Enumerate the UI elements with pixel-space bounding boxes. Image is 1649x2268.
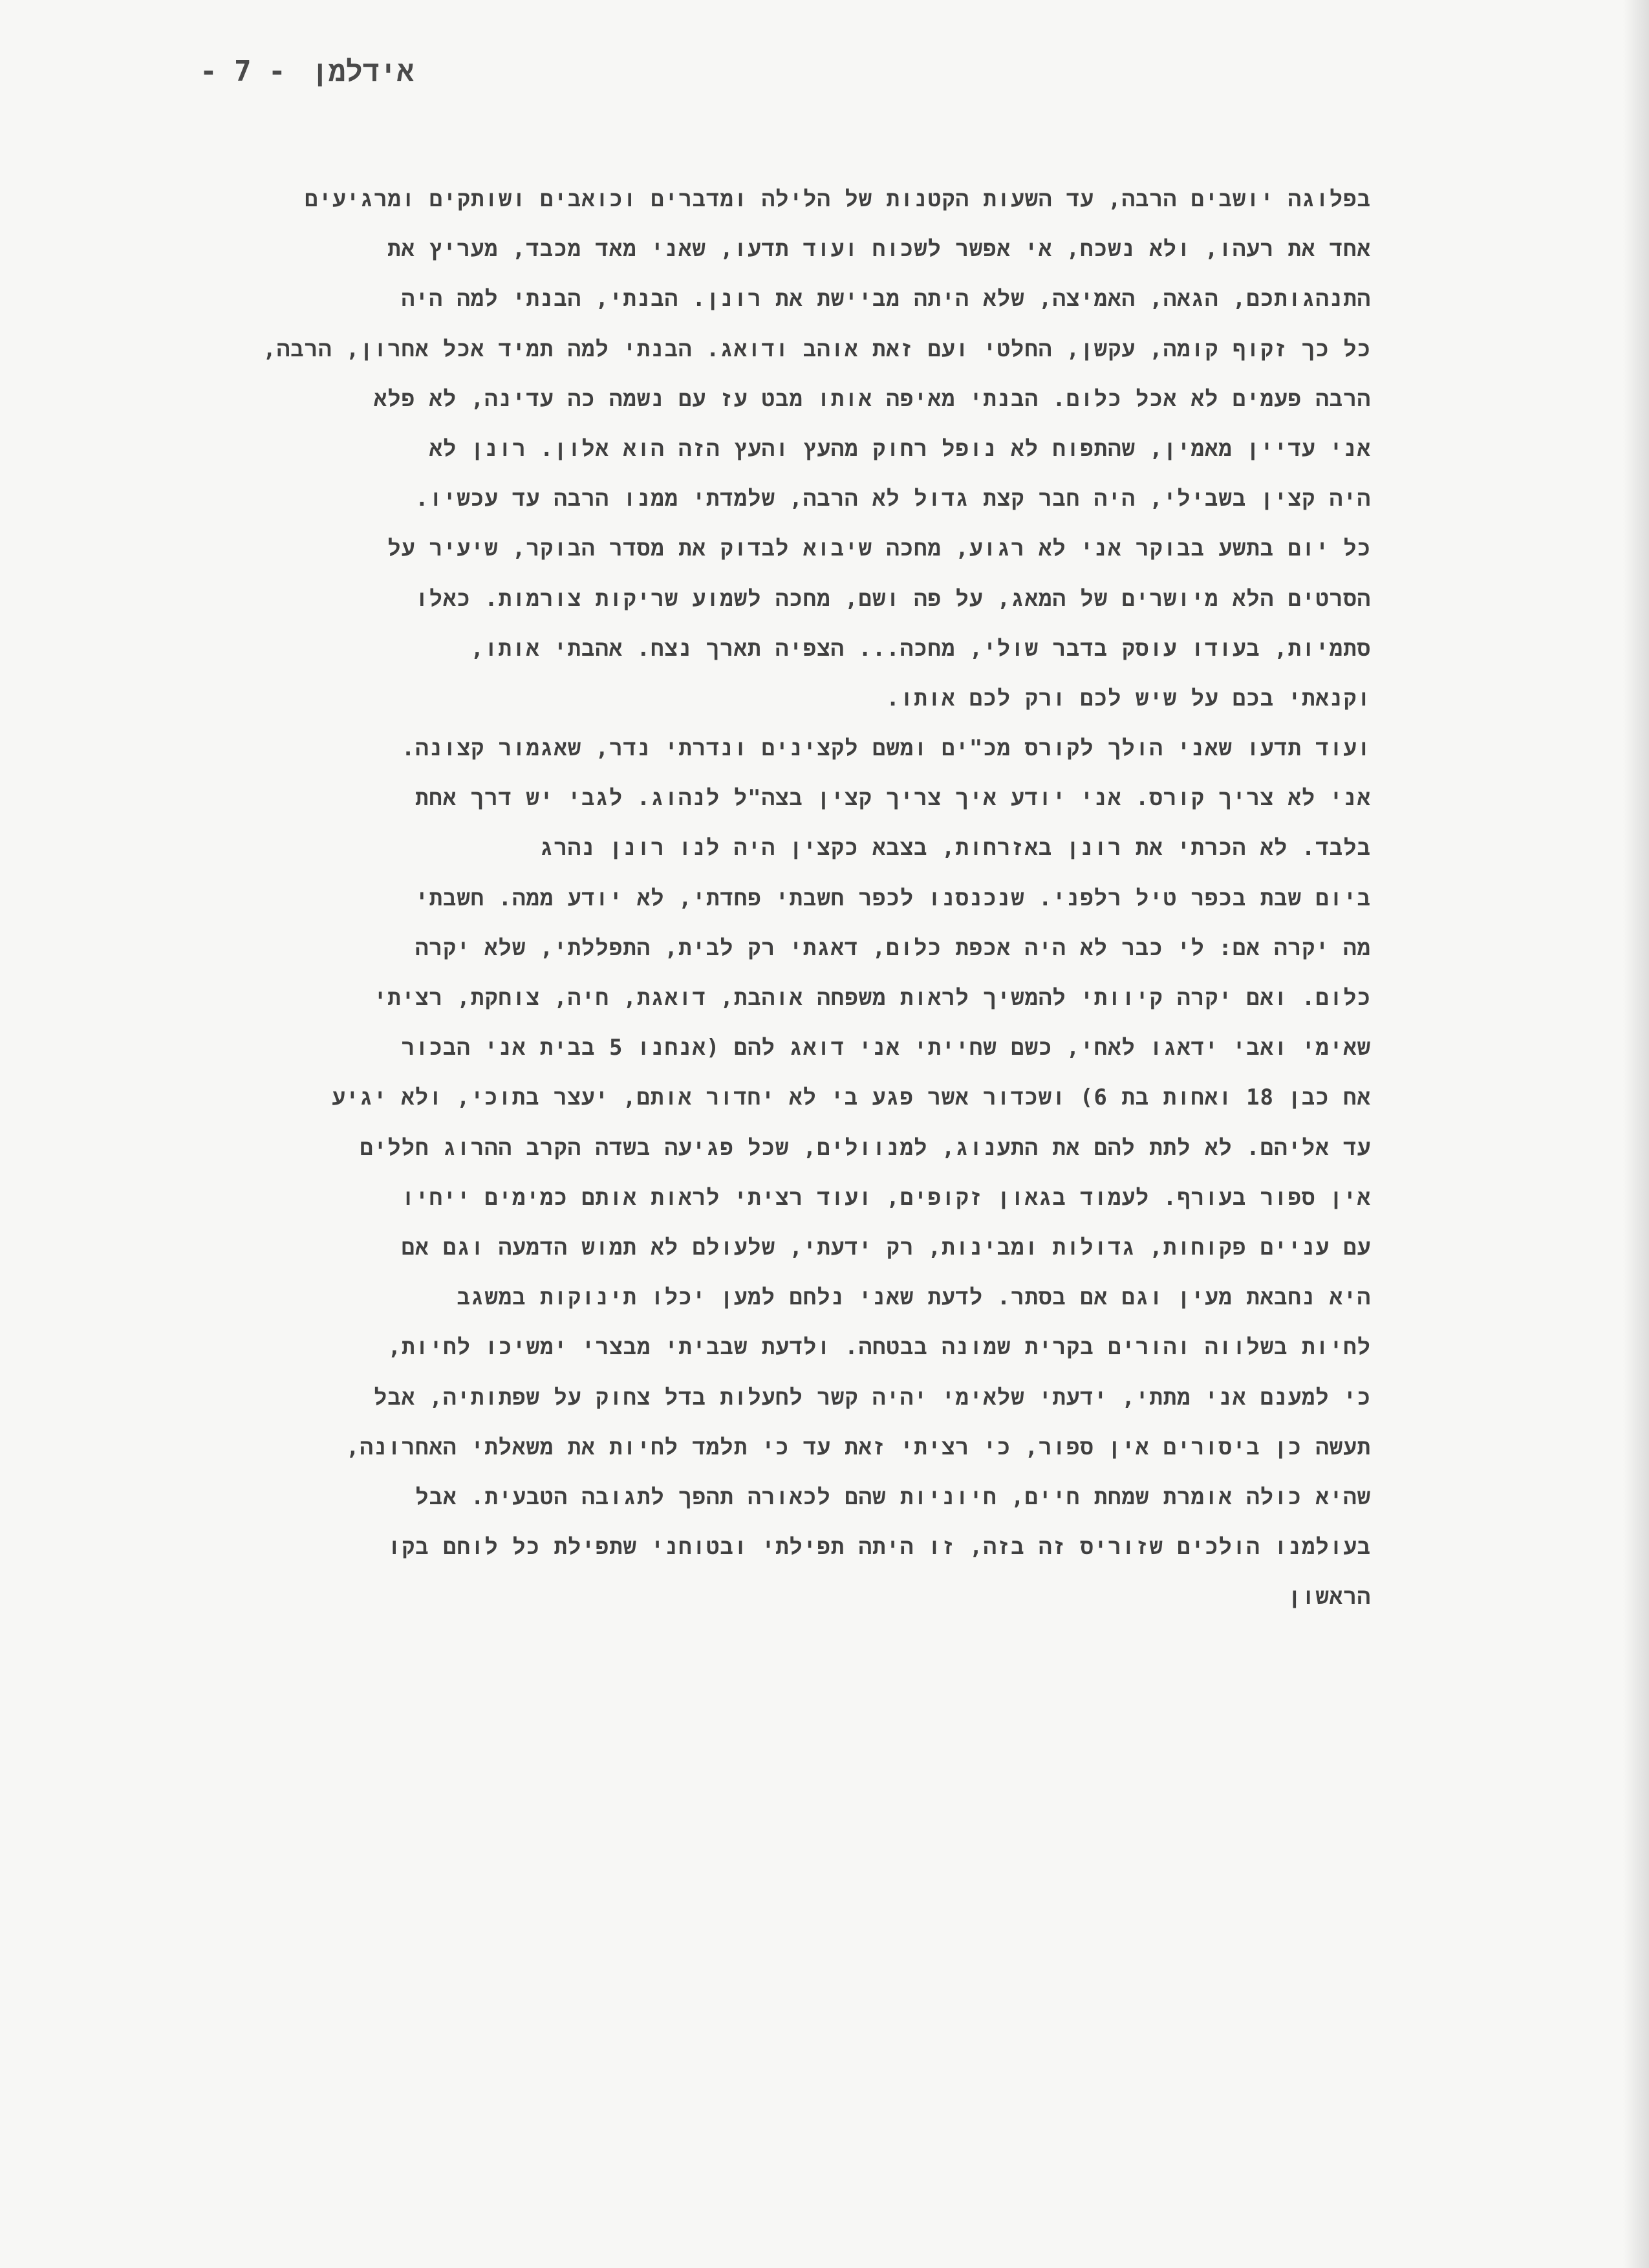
page-number: - 7 -	[200, 55, 286, 88]
text-line: כל כך זקוף קומה, עקשן, החלטי ועם זאת אוהב ודואג. הבנתי למה תמיד אכל אחרון, הרבה,	[263, 336, 1371, 362]
text-line: הסרטים הלא מיושרים של המאג, על פה ושם, מחכה לשמוע שריקות צורמות. כאלו	[415, 585, 1371, 612]
text-line: הראשון	[1288, 1584, 1371, 1610]
text-line: מה יקרה אם: לי כבר לא היה אכפת כלום, דאגתי רק לבית, התפללתי, שלא יקרה	[415, 934, 1371, 961]
text-line: בלבד. לא הכרתי את רונן באזרחות, בצבא כקצין היה לנו רונן נהרג	[539, 835, 1371, 861]
text-line: ועוד תדעו שאני הולך לקורס מכ"ים ומשם לקצינים ונדרתי נדר, שאגמור קצונה.	[401, 735, 1371, 762]
text-line: התנהגותכם, הגאה, האמיצה, שלא היתה מביישת את רונן. הבנתי, הבנתי למה היה	[401, 286, 1371, 312]
text-line: כל יום בתשע בבוקר אני לא רגוע, מחכה שיבוא לבדוק את מסדר הבוקר, שיעיר על	[387, 535, 1371, 562]
letter-body	[110, 175, 1371, 1622]
text-line: הרבה פעמים לא אכל כלום. הבנתי מאיפה אותו מבט עז עם נשמה כה עדינה, לא פלא	[373, 385, 1371, 412]
text-line: שאימי ואבי ידאגו לאחי, כשם שחייתי אני דואג להם (אנחנו 5 בבית אני הבכור	[401, 1035, 1371, 1061]
text-line: היא נחבאת מעין וגם אם בסתר. לדעת שאני נלחם למען יכלו תינוקות במשגב	[457, 1284, 1371, 1311]
text-line: שהיא כולה אומרת שמחת חיים, חיוניות שהם לכאורה תהפך לתגובה הטבעית. אבל	[415, 1484, 1371, 1510]
text-line: עם עניים פקוחות, גדולות ומבינות, רק ידעתי, שלעולם לא תמוש הדמעה וגם אם	[401, 1234, 1371, 1260]
text-line: בפלוגה יושבים הרבה, עד השעות הקטנות של הלילה ומדברים וכואבים ושותקים ומרגיעים	[305, 186, 1371, 212]
text-line: אח כבן 18 ואחות בת 6) ושכדור אשר פגע בי לא יחדור אותם, יעצר בתוכי, ולא יגיע	[332, 1085, 1371, 1111]
text-line: אין ספור בעורף. לעמוד בגאון זקופים, ועוד רציתי לראות אותם כמימים ייחיו	[401, 1184, 1371, 1211]
text-line: לחיות בשלווה והורים בקרית שמונה בבטחה. ולדעת שבביתי מבצרי ימשיכו לחיות,	[387, 1334, 1371, 1361]
text-line: בעולמנו הולכים שזוריס זה בזה, זו היתה תפילתי ובטוחני שתפילת כל לוחם בקו	[387, 1534, 1371, 1561]
text-line: וקנאתי בכם על שיש לכם ורק לכם אותו.	[886, 685, 1371, 711]
text-line: עד אליהם. לא לתת להם את התענוג, למנוולים, שכל פגיעה בשדה הקרב ההרוג חללים	[360, 1134, 1371, 1161]
text-line: תעשה כן ביסורים אין ספור, כי רציתי זאת עד כי תלמד לחיות את משאלתי האחרונה,	[346, 1434, 1371, 1460]
page-edge-shadow	[1623, 0, 1649, 2268]
text-line: סתמיות, בעודו עוסק בדבר שולי, מחכה... הצפיה תארך נצח. אהבתי אותו,	[470, 635, 1371, 662]
text-line: אני לא צריך קורס. אני יודע איך צריך קצין בצה"ל לנהוג. לגבי יש דרך אחת	[415, 785, 1371, 812]
text-line: כלום. ואם יקרה קיוותי להמשיך לראות משפחה אוהבת, דואגת, חיה, צוחקת, רציתי	[373, 985, 1371, 1011]
text-line: אני עדיין מאמין, שהתפוח לא נופל רחוק מהעץ והעץ הזה הוא אלון. רונן לא	[429, 435, 1371, 462]
text-line: היה קצין בשבילי, היה חבר קצת גדול לא הרבה, שלמדתי ממנו הרבה עד עכשיו.	[415, 486, 1371, 512]
text-line: כי למענם אני מתתי, ידעתי שלאימי יהיה קשר לחעלות בדל צחוק על שפתותיה, אבל	[373, 1384, 1371, 1410]
text-line: אחד את רעהו, ולא נשכח, אי אפשר לשכוח ועוד תדעו, שאני מאד מכבד, מעריץ את	[387, 236, 1371, 263]
page-header	[174, 55, 414, 90]
text-line: ביום שבת בכפר טיל רלפני. שנכנסנו לכפר חשבתי פחדתי, לא יודע ממה. חשבתי	[415, 885, 1371, 911]
author-name: אידלמן	[311, 55, 414, 88]
